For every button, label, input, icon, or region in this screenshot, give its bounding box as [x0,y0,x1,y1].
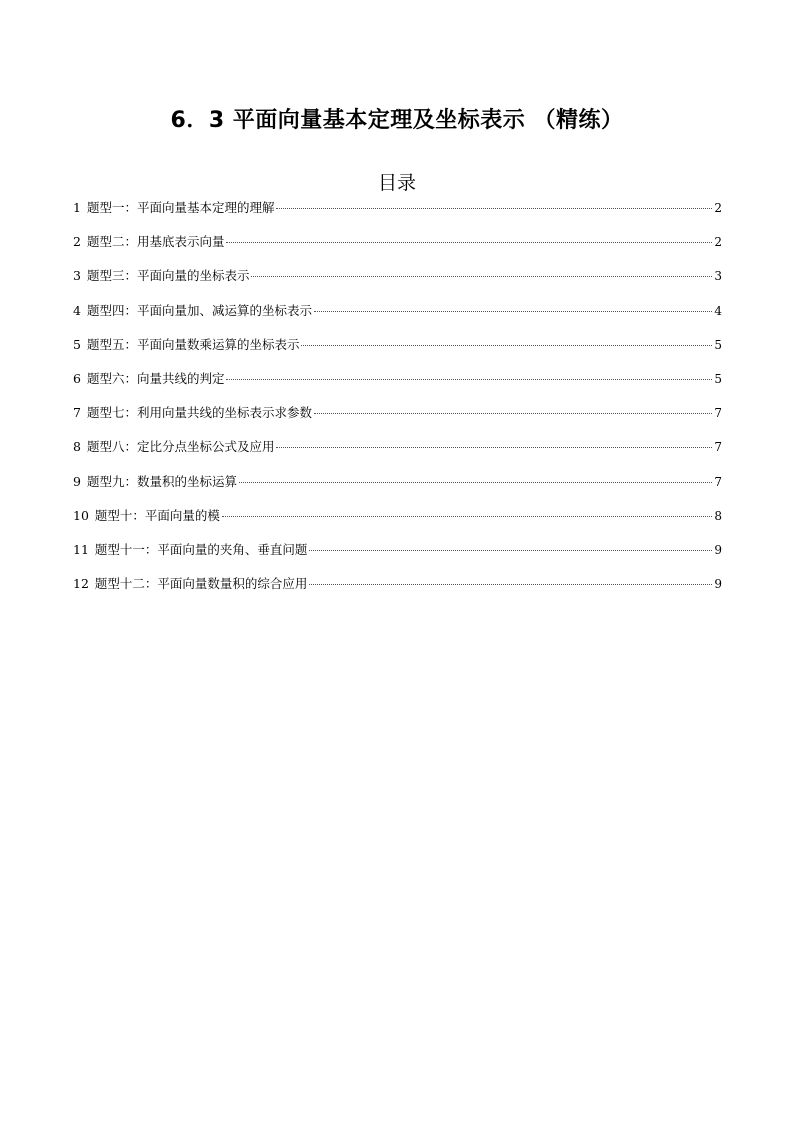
toc-entry-page[interactable]: 5 [714,337,722,352]
toc-entry-text[interactable]: 题型二：用基底表示向量 [86,234,225,250]
toc-dot-leader [309,584,712,585]
toc-entry-page[interactable]: 8 [714,508,722,523]
toc-entry-page[interactable]: 2 [714,235,722,250]
toc-entry-text[interactable]: 题型八：定比分点坐标公式及应用 [86,439,275,455]
toc-entry-text[interactable]: 题型十一：平面向量的夹角、垂直问题 [94,541,308,557]
toc-entry-page[interactable]: 4 [714,303,722,318]
toc-dot-leader [276,447,712,448]
toc-entry-text[interactable]: 题型十：平面向量的模 [94,507,220,523]
toc-dot-leader [226,379,712,380]
toc-entry-text[interactable]: 题型十二：平面向量数量积的综合应用 [94,576,308,592]
table-of-contents [73,198,722,608]
toc-entry-7[interactable] [73,403,722,437]
toc-entry-text[interactable]: 题型一：平面向量基本定理的理解 [86,200,275,215]
toc-entry-2[interactable] [73,232,722,266]
toc-entry-6[interactable] [73,369,722,403]
toc-entry-page[interactable]: 7 [714,440,722,455]
toc-entry-5[interactable] [73,335,722,369]
toc-entry-4[interactable] [73,301,722,335]
toc-entry-page[interactable]: 9 [714,542,722,557]
toc-entry-text[interactable]: 题型六：向量共线的判定 [86,370,225,386]
toc-entry-11[interactable] [73,540,722,574]
toc-entry-text[interactable]: 题型五：平面向量数乘运算的坐标表示 [86,336,300,352]
toc-entry-number: 7 [73,405,81,421]
toc-entry-number: 8 [73,439,81,455]
toc-entry-number: 3 [73,268,81,284]
toc-entry-9[interactable] [73,472,722,506]
toc-entry-number: 12 [73,576,89,592]
toc-entry-number: 4 [73,302,81,318]
toc-dot-leader [226,242,712,243]
toc-entry-number: 5 [73,336,81,352]
toc-entry-text[interactable]: 题型七：利用向量共线的坐标表示求参数 [86,405,312,421]
toc-dot-leader [301,345,712,346]
toc-entry-12[interactable] [73,574,722,608]
toc-dot-leader [314,311,712,312]
toc-entry-10[interactable] [73,506,722,540]
toc-entry-number: 6 [73,370,81,386]
toc-entry-8[interactable] [73,437,722,471]
toc-entry-3[interactable] [73,266,722,300]
toc-dot-leader [251,276,712,277]
toc-entry-text[interactable]: 题型三：平面向量的坐标表示 [86,268,250,284]
toc-heading: 目录 [377,172,416,194]
toc-entry-page[interactable]: 5 [714,371,722,386]
toc-entry-number: 2 [73,234,81,250]
toc-entry-text[interactable]: 题型九：数量积的坐标运算 [86,473,237,489]
toc-entry-1[interactable] [73,198,722,232]
page-title: 6．3 平面向量基本定理及坐标表示 （精练） [170,108,624,133]
toc-entry-number: 11 [73,541,89,557]
toc-entry-number: 9 [73,473,81,489]
toc-entry-page[interactable]: 3 [714,269,722,284]
toc-entry-number: 1 [73,200,81,215]
toc-dot-leader [314,413,712,414]
toc-entry-number: 10 [73,507,89,523]
toc-entry-page[interactable]: 7 [714,406,722,421]
toc-entry-page[interactable]: 9 [714,577,722,592]
toc-entry-page[interactable]: 2 [714,201,722,215]
toc-dot-leader [309,550,712,551]
toc-entry-page[interactable]: 7 [714,474,722,489]
toc-dot-leader [276,208,712,209]
toc-entry-text[interactable]: 题型四：平面向量加、减运算的坐标表示 [86,302,312,318]
toc-dot-leader [222,516,712,517]
toc-dot-leader [239,482,712,483]
